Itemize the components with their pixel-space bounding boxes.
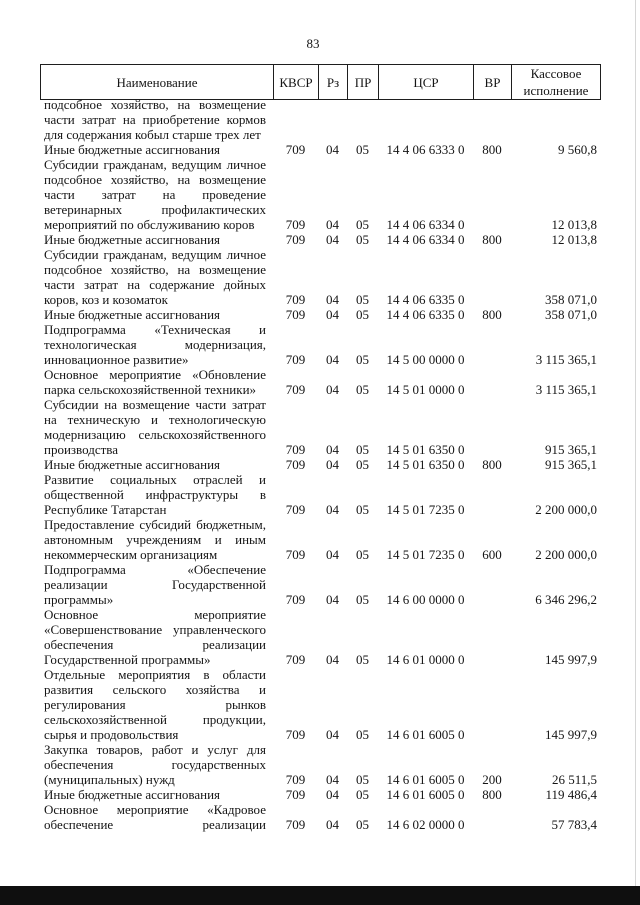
row-kvsr: 709	[285, 142, 306, 157]
row-rz: 04	[326, 502, 339, 517]
row-vr: 800	[482, 787, 502, 802]
row-csr: 14 4 06 6335 0	[386, 307, 465, 322]
row-csr: 14 6 00 0000 0	[386, 592, 465, 607]
row-amount: 358 071,0	[545, 307, 597, 322]
row-name-line: обеспечение реализации	[44, 817, 266, 832]
page-number: 83	[306, 36, 320, 51]
row-name	[40, 157, 273, 232]
row-pr: 05	[356, 772, 369, 787]
table-row	[40, 142, 600, 157]
row-name-line: для содержания кобыл старше трех лет	[44, 127, 261, 142]
row-pr: 05	[356, 307, 369, 322]
row-name-line: Республике Татарстан	[44, 502, 167, 517]
row-name-line: Закупка товаров, работ и услуг для	[44, 742, 266, 757]
row-pr: 05	[356, 292, 369, 307]
row-rz: 04	[326, 382, 339, 397]
scan-edge-line	[635, 0, 636, 886]
row-vr	[473, 397, 511, 457]
row-name	[40, 607, 273, 667]
row-vr	[473, 667, 511, 742]
row-name-line: «Совершенствование управленческого	[44, 622, 266, 637]
row-name-line: инновационное развитие»	[44, 352, 189, 367]
row-kvsr: 709	[285, 352, 306, 367]
table-row	[40, 322, 600, 367]
row-vr: 200	[482, 772, 502, 787]
row-vr	[473, 607, 511, 667]
row-kvsr: 709	[285, 772, 306, 787]
row-name-line: мероприятий по обслуживанию коров	[44, 217, 255, 232]
row-name-line: реализации Государственной	[44, 577, 266, 592]
row-name	[40, 457, 273, 472]
row-amount: 2 200 000,0	[535, 547, 597, 562]
row-name	[40, 232, 273, 247]
scan-border-bar	[0, 886, 640, 905]
row-name-line: части затрат на приобретение кормов	[44, 112, 266, 127]
row-name-line: модернизацию сельскохозяйственного	[44, 427, 266, 442]
row-csr: 14 4 06 6334 0	[386, 232, 465, 247]
row-kvsr: 709	[285, 232, 306, 247]
row-name-line: подсобное хозяйство, на возмещение	[44, 97, 266, 112]
row-name-line: части затрат на проведение	[44, 187, 266, 202]
table-row	[40, 397, 600, 457]
row-pr: 05	[356, 652, 369, 667]
row-vr	[473, 157, 511, 232]
row-vr	[473, 802, 511, 832]
row-name-line: обеспечения реализации	[44, 637, 266, 652]
row-amount: 915 365,1	[545, 442, 597, 457]
row-pr: 05	[356, 457, 369, 472]
row-rz: 04	[326, 727, 339, 742]
row-pr: 05	[356, 727, 369, 742]
row-name-line: подсобное хозяйство, на возмещение	[44, 172, 266, 187]
row-csr: 14 6 02 0000 0	[386, 817, 465, 832]
row-name-line: некоммерческим организациям	[44, 547, 218, 562]
row-kvsr: 709	[285, 592, 306, 607]
table-header	[40, 64, 601, 100]
row-vr: 800	[482, 232, 502, 247]
row-csr: 14 5 01 7235 0	[386, 502, 465, 517]
row-vr	[473, 562, 511, 607]
row-pr: 05	[356, 352, 369, 367]
row-name-line: Основное мероприятие «Обновление	[44, 367, 266, 382]
table-row	[40, 97, 600, 142]
row-kvsr: 709	[285, 292, 306, 307]
row-name-line: сырья и продовольствия	[44, 727, 179, 742]
row-amount: 3 115 365,1	[535, 352, 597, 367]
row-name-line: Подпрограмма «Обеспечение	[44, 562, 266, 577]
row-amount: 3 115 365,1	[535, 382, 597, 397]
row-vr	[473, 247, 511, 307]
row-name-line: общественной инфраструктуры в	[44, 487, 266, 502]
row-rz: 04	[326, 652, 339, 667]
table-row	[40, 472, 600, 517]
column-header-name: Наименование	[41, 65, 274, 100]
row-csr: 14 5 01 7235 0	[386, 547, 465, 562]
table-row	[40, 562, 600, 607]
row-name-line: обеспечения государственных	[44, 757, 266, 772]
row-rz: 04	[326, 442, 339, 457]
row-kvsr: 709	[285, 307, 306, 322]
row-name-line: программы»	[44, 592, 114, 607]
row-rz: 04	[326, 457, 339, 472]
row-rz: 04	[326, 592, 339, 607]
row-rz: 04	[326, 217, 339, 232]
row-pr: 05	[356, 232, 369, 247]
row-csr: 14 5 01 6350 0	[386, 442, 465, 457]
row-name	[40, 517, 273, 562]
row-csr	[378, 97, 473, 142]
row-name-line: Иные бюджетные ассигнования	[44, 457, 221, 472]
row-name	[40, 367, 273, 397]
row-name-line: Предоставление субсидий бюджетным,	[44, 517, 266, 532]
row-vr	[473, 322, 511, 367]
header-row	[41, 65, 601, 100]
table-row	[40, 667, 600, 742]
row-amount: 358 071,0	[545, 292, 597, 307]
row-kvsr: 709	[285, 457, 306, 472]
row-name-line: автономным учреждениям и иным	[44, 532, 266, 547]
row-name-line: ветеринарных профилактических	[44, 202, 266, 217]
row-vr: 800	[482, 457, 502, 472]
table-row	[40, 742, 600, 787]
row-name	[40, 472, 273, 517]
row-csr: 14 4 06 6335 0	[386, 292, 465, 307]
row-name-line: регулирования рынков	[44, 697, 266, 712]
row-pr: 05	[356, 442, 369, 457]
row-name-line: коров, коз и козоматок	[44, 292, 168, 307]
table-row	[40, 367, 600, 397]
row-rz: 04	[326, 787, 339, 802]
row-csr: 14 5 01 0000 0	[386, 382, 465, 397]
row-name	[40, 742, 273, 787]
row-name-line: Отдельные мероприятия в области	[44, 667, 266, 682]
row-pr: 05	[356, 382, 369, 397]
row-csr: 14 6 01 6005 0	[386, 772, 465, 787]
row-name-line: на техническую и технологическую	[44, 412, 266, 427]
row-name	[40, 307, 273, 322]
row-name	[40, 322, 273, 367]
table-row	[40, 247, 600, 307]
row-kvsr: 709	[285, 652, 306, 667]
row-pr: 05	[356, 817, 369, 832]
row-name-line: (муниципальных) нужд	[44, 772, 175, 787]
row-csr: 14 6 01 6005 0	[386, 727, 465, 742]
row-kvsr: 709	[285, 502, 306, 517]
row-pr: 05	[356, 217, 369, 232]
table-row	[40, 517, 600, 562]
row-kvsr: 709	[285, 442, 306, 457]
row-name-line: Иные бюджетные ассигнования	[44, 307, 221, 322]
row-amount: 12 013,8	[551, 232, 597, 247]
row-name-line: Иные бюджетные ассигнования	[44, 142, 221, 157]
table-row	[40, 802, 600, 832]
table-row	[40, 787, 600, 802]
row-name-line: части затрат на содержание дойных	[44, 277, 266, 292]
column-header-pr: ПР	[348, 65, 379, 100]
row-amount	[511, 97, 600, 142]
row-pr: 05	[356, 502, 369, 517]
row-amount: 6 346 296,2	[535, 592, 597, 607]
row-pr: 05	[356, 547, 369, 562]
table-row	[40, 457, 600, 472]
row-vr: 800	[482, 307, 502, 322]
row-amount: 145 997,9	[545, 652, 597, 667]
column-header-rz: Рз	[319, 65, 348, 100]
row-amount: 2 200 000,0	[535, 502, 597, 517]
table-row	[40, 232, 600, 247]
row-vr: 600	[482, 547, 502, 562]
row-rz: 04	[326, 232, 339, 247]
row-name-line: подсобное хозяйство, на возмещение	[44, 262, 266, 277]
row-pr: 05	[356, 787, 369, 802]
row-vr	[473, 367, 511, 397]
column-header-vr: ВР	[474, 65, 512, 100]
row-pr: 05	[356, 592, 369, 607]
row-csr: 14 4 06 6334 0	[386, 217, 465, 232]
row-name	[40, 787, 273, 802]
row-name-line: Подпрограмма «Техническая и	[44, 322, 266, 337]
row-csr: 14 5 00 0000 0	[386, 352, 465, 367]
row-name-line: Иные бюджетные ассигнования	[44, 232, 221, 247]
row-name-line: Субсидии гражданам, ведущим личное	[44, 247, 266, 262]
table-row	[40, 157, 600, 232]
row-kvsr: 709	[285, 787, 306, 802]
row-name-line: Основное мероприятие «Кадровое	[44, 802, 266, 817]
row-amount: 9 560,8	[558, 142, 597, 157]
row-name-line: Развитие социальных отраслей и	[44, 472, 266, 487]
column-header-amount: Кассовое исполнение	[512, 65, 601, 100]
row-name	[40, 667, 273, 742]
row-amount: 57 783,4	[551, 817, 597, 832]
table-row	[40, 607, 600, 667]
row-name-line: Основное мероприятие	[44, 607, 266, 622]
row-amount: 26 511,5	[551, 772, 597, 787]
table-row	[40, 307, 600, 322]
row-kvsr: 709	[285, 382, 306, 397]
row-csr: 14 5 01 6350 0	[386, 457, 465, 472]
row-kvsr: 709	[285, 217, 306, 232]
table-body	[40, 97, 600, 832]
row-rz: 04	[326, 142, 339, 157]
row-csr: 14 6 01 6005 0	[386, 787, 465, 802]
row-rz: 04	[326, 307, 339, 322]
row-csr: 14 4 06 6333 0	[386, 142, 465, 157]
column-header-kvsr: КВСР	[274, 65, 319, 100]
row-vr	[473, 472, 511, 517]
row-name	[40, 97, 273, 142]
row-name	[40, 142, 273, 157]
row-name	[40, 247, 273, 307]
budget-table	[40, 97, 600, 832]
column-header-csr: ЦСР	[379, 65, 474, 100]
row-name-line: Субсидии на возмещение части затрат	[44, 397, 266, 412]
row-rz: 04	[326, 817, 339, 832]
row-name	[40, 802, 273, 832]
row-pr: 05	[356, 142, 369, 157]
row-rz: 04	[326, 772, 339, 787]
row-name-line: производства	[44, 442, 119, 457]
row-amount: 915 365,1	[545, 457, 597, 472]
row-name-line: развития сельского хозяйства и	[44, 682, 266, 697]
row-name-line: Иные бюджетные ассигнования	[44, 787, 221, 802]
row-rz: 04	[326, 292, 339, 307]
row-amount: 119 486,4	[545, 787, 597, 802]
row-name	[40, 397, 273, 457]
row-rz: 04	[326, 352, 339, 367]
row-name-line: парка сельскохозяйственной техники»	[44, 382, 257, 397]
row-pr	[347, 97, 378, 142]
row-name-line: технологическая модернизация,	[44, 337, 266, 352]
row-name-line: Государственной программы»	[44, 652, 211, 667]
row-rz	[318, 97, 347, 142]
row-rz: 04	[326, 547, 339, 562]
row-amount: 12 013,8	[551, 217, 597, 232]
row-kvsr	[273, 97, 318, 142]
row-kvsr: 709	[285, 817, 306, 832]
row-csr: 14 6 01 0000 0	[386, 652, 465, 667]
row-vr	[473, 97, 511, 142]
row-name-line: сельскохозяйственной продукции,	[44, 712, 266, 727]
row-name-line: Субсидии гражданам, ведущим личное	[44, 157, 266, 172]
row-vr: 800	[482, 142, 502, 157]
row-amount: 145 997,9	[545, 727, 597, 742]
row-kvsr: 709	[285, 727, 306, 742]
row-name	[40, 562, 273, 607]
row-kvsr: 709	[285, 547, 306, 562]
